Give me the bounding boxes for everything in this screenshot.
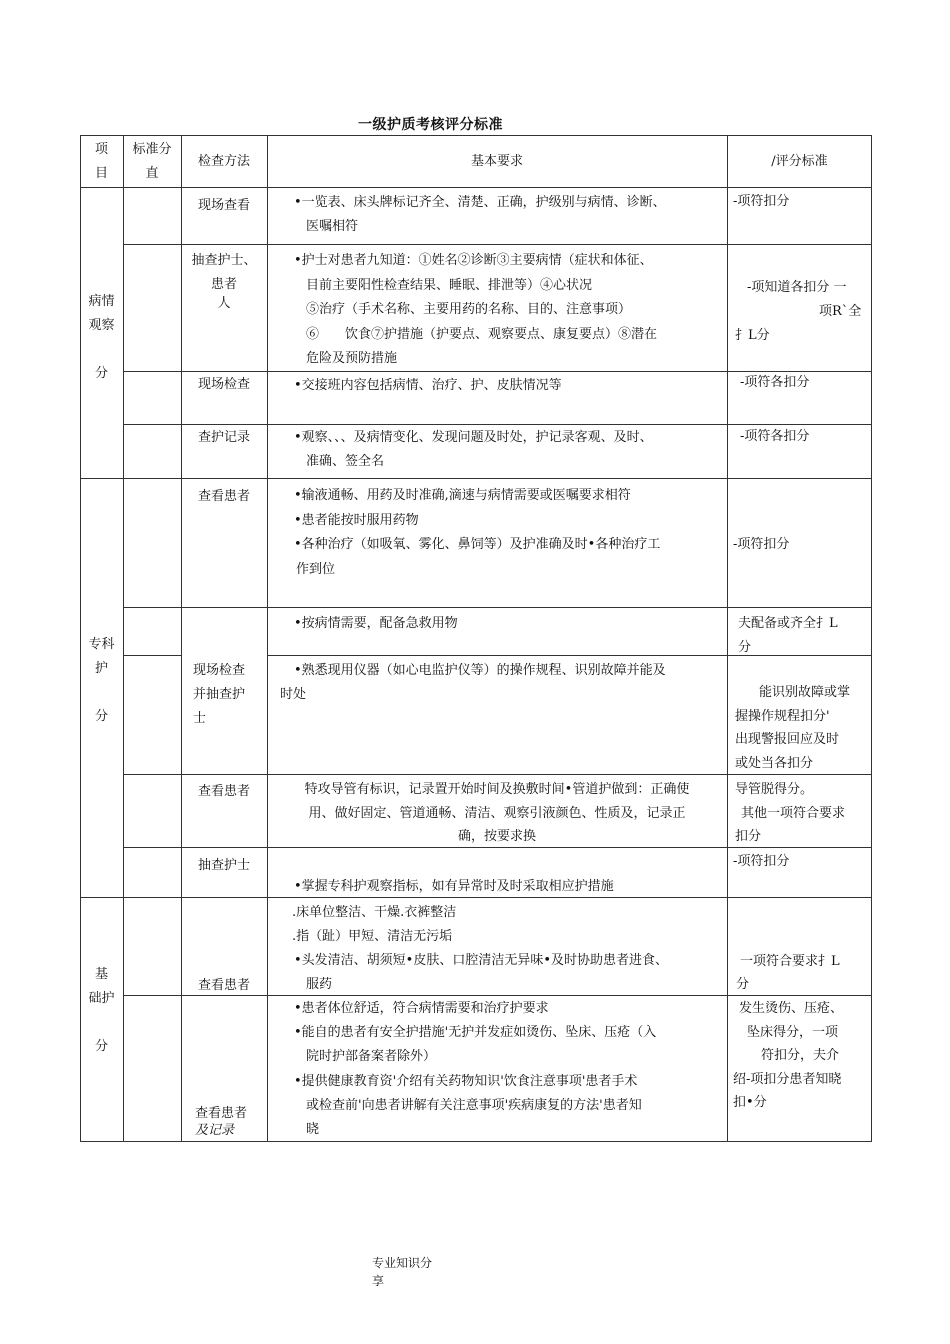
header-score-line1: 标准分: [132, 142, 172, 157]
row-criteria: -项符扣分: [733, 854, 790, 869]
row-requirements: •护士对患者九知道：①姓名②诊断③主要病情（症状和体征、 目前主要阳性检查结果、睡眠、排泄等）④心状况 ⑤治疗（手术名称、主要用药的名称、目的、注意事项） ⑥ 饮食⑦护措施（护要点、观察要点、康复要点）⑧潜在 危险及预防措施: [294, 253, 658, 366]
row-method: 现场查看: [197, 198, 250, 213]
row-requirements: •交接班内容包括病情、治疗、护、皮肤情况等: [294, 378, 562, 393]
row-method: 查看患者: [197, 784, 250, 799]
row-criteria: 一项符合要求扌L 分: [736, 954, 840, 992]
header-item-line2: 目: [94, 166, 108, 181]
row-criteria: -项符各扣分: [740, 429, 810, 444]
row-method: 查看患者 及记录: [195, 1106, 248, 1138]
row-requirements: .床单位整洁、干燥.衣裤整洁 .指（趾）甲短、清洁无污垢 •头发清洁、胡须短•皮肤、口腔清洁无异味•及时协助患者进食、 服药: [292, 905, 669, 992]
group-label-condition: 病情 观察 分: [88, 294, 115, 381]
row-criteria: 夫配备或齐全扌L 分: [738, 616, 838, 655]
header-score-line2: 直: [145, 166, 159, 181]
row-method: 抽查护士: [197, 858, 250, 873]
row-requirements: 特攻导管有标识，记录置开始时间及换敷时间•管道护做到：正确使 用、做好固定、管道通畅、清洁、观察引液颜色、性质及，记录正 确，按要求换: [304, 782, 690, 844]
group-label-specialty: 专科 护 分: [88, 637, 115, 724]
row-criteria: -项知道各扣分 一 项R`全 扌L分: [735, 280, 862, 343]
row-method: 现场检查: [197, 377, 250, 392]
row-requirements: •观察、、、及病情变化、发现问题及时处，护记录客观、及时、 准确、签全名: [294, 430, 653, 469]
row-criteria: -项符扣分: [733, 537, 790, 552]
row-requirements: •患者体位舒适，符合病情需要和治疗护要求 •能自的患者有安全护措施'无护并发症如烫伤、坠床、压疮（入 院时护部备案者除外） •提供健康教育资'介绍有关药物知识'饮食注意事项'患者手术 或检查前'向患者讲解有关注意事项'疾病康复的方法'患者知 晓: [294, 1001, 657, 1138]
header-criteria: /评分标准: [771, 154, 828, 169]
row-criteria: 导管脱得分。 其他一项符合要求 扣分: [735, 782, 846, 844]
row-requirements: •掌握专科护观察指标，如有异常时及时采取相应护措施: [294, 879, 614, 894]
header-method: 检查方法: [197, 154, 250, 169]
header-requirements: 基本要求: [470, 154, 523, 169]
row-method: 抽查护士、 患者 人: [191, 253, 257, 311]
row-criteria: 发生烫伤、压疮、 坠床得分，一项 符扣分，夫介 绍-项扣分患者知晓 扣•分: [733, 1001, 844, 1111]
row-method: 查看患者: [197, 978, 250, 993]
row-requirements: •按病情需要，配备急救用物: [294, 616, 458, 631]
row-requirements: •一览表、床头牌标记齐全、清楚、正确，护级别与病情、诊断、 医嘱相符: [294, 195, 666, 234]
row-method: 查看患者: [197, 489, 250, 504]
row-requirements: •输液通畅、用药及时准确,滴速与病情需要或医嘱要求相符 •患者能按时服用药物 •各种治疗（如吸氧、雾化、鼻饲等）及护准确及时•各种治疗工 作到位: [294, 488, 661, 577]
scoring-table: [80, 135, 872, 1142]
row-criteria: -项符各扣分: [740, 375, 810, 390]
row-requirements: •熟悉现用仪器（如心电监护仪等）的操作规程、识别故障并能及 时处: [280, 663, 666, 702]
document-title: 一级护质考核评分标准: [358, 117, 503, 133]
group-label-basic: 基 础护 分: [88, 967, 115, 1054]
row-criteria: -项符扣分: [733, 194, 790, 209]
row-method: 现场检查 并抽查护 士: [193, 663, 246, 726]
header-item-line1: 项: [94, 142, 108, 157]
row-criteria: 能识别故障或掌 握操作规程扣分' 出现警报回应及时 或处当各扣分: [735, 685, 851, 771]
row-method: 查护记录: [197, 430, 250, 445]
page-footer: 专业知识分 享: [372, 1256, 433, 1288]
